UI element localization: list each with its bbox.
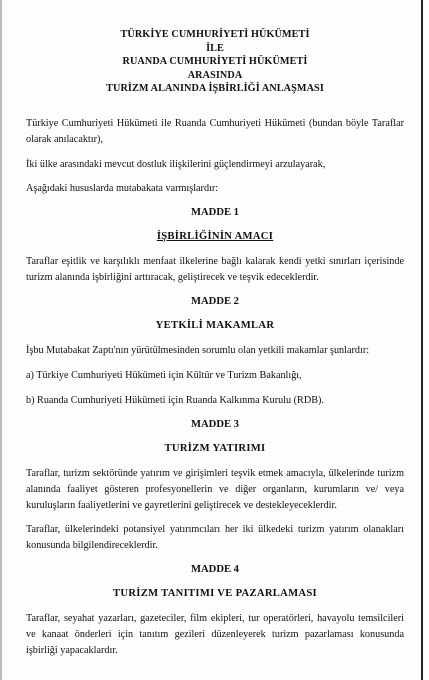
intro-paragraph-parties: Türkiye Cumhuriyeti Hükümeti ile Ruanda Cumhuriyeti Hükümeti (bundan böyle Taraflar olarak anılacaktır), <box>26 117 404 145</box>
article-3-heading: TURİZM YATIRIMI <box>164 442 266 454</box>
article-1-heading: İŞBİRLİĞİNİN AMACI <box>156 230 274 242</box>
title-line-3: RUANDA CUMHURİYETİ HÜKÜMETİ <box>122 56 308 67</box>
article-4-heading: TURİZM TANITIMI VE PAZARLAMASI <box>113 587 317 599</box>
title-line-4: ARASINDA <box>187 69 243 81</box>
document-title <box>26 28 404 96</box>
article-1-paragraph: Taraflar eşitlik ve karşılıklı menfaat ilkelerine bağlı kalarak kendi yetki sınırları içerisinde turizm alanında işbirliğini arttıracak, geliştirecek ve teşvik edeceklerdir. <box>26 255 404 283</box>
title-line-2: İLE <box>206 42 224 54</box>
article-2-item-a: a) Türkiye Cumhuriyeti Hükümeti için Kültür ve Turizm Bakanlığı, <box>26 369 302 381</box>
article-3-paragraph-2: Taraflar, ülkelerindeki potansiyel yatırımcıları her iki ülkedeki turizm yatırım olanakları konusunda bilgilendireceklerdir. <box>26 523 404 551</box>
intro-paragraph-desire: İki ülke arasındaki mevcut dostluk ilişkilerini güçlendirmeyi arzulayarak, <box>26 158 326 170</box>
document-body <box>26 28 404 667</box>
article-2-number: MADDE 2 <box>191 295 239 307</box>
title-line-5: TURİZM ALANINDA İŞBİRLİĞİ ANLAŞMASI <box>106 83 324 94</box>
article-3-number: MADDE 3 <box>191 418 239 430</box>
article-1-number: MADDE 1 <box>191 206 239 218</box>
article-3-paragraph-1: Taraflar, turizm sektöründe yatırım ve girişimleri teşvik etmek amacıyla, ülkelerinde turizm alanında faaliyet gösteren profesyonellerin ve diğer organların, kurumların ve/ veya kuruluşların faaliyetlerini ve gayretlerini geliştirecek ve destekleyeceklerdir. <box>26 467 404 511</box>
article-4-number: MADDE 4 <box>191 563 239 575</box>
intro-paragraph-agreement: Aşağıdaki hususlarda mutabakata varmışlardır: <box>26 182 219 194</box>
article-4-paragraph: Taraflar, seyahat yazarları, gazeteciler, film ekipleri, tur operatörleri, havayolu temsilcileri ve kanaat önderleri için tanıtım gezileri düzenleyerek turizm pazarlaması konusunda işbirliği yapacaklardır. <box>26 612 404 656</box>
article-2-paragraph: İşbu Mutabakat Zaptı'nın yürütülmesinden sorumlu olan yetkili makamlar şunlardır: <box>26 344 370 356</box>
article-2-item-b: b) Ruanda Cumhuriyeti Hükümeti için Ruanda Kalkınma Kurulu (RDB). <box>26 394 324 406</box>
scan-right-edge <box>421 0 423 680</box>
article-2-heading: YETKİLİ MAKAMLAR <box>155 319 275 331</box>
title-line-1: TÜRKİYE CUMHURİYETİ HÜKÜMETİ <box>120 29 310 40</box>
scan-left-edge <box>0 0 2 680</box>
